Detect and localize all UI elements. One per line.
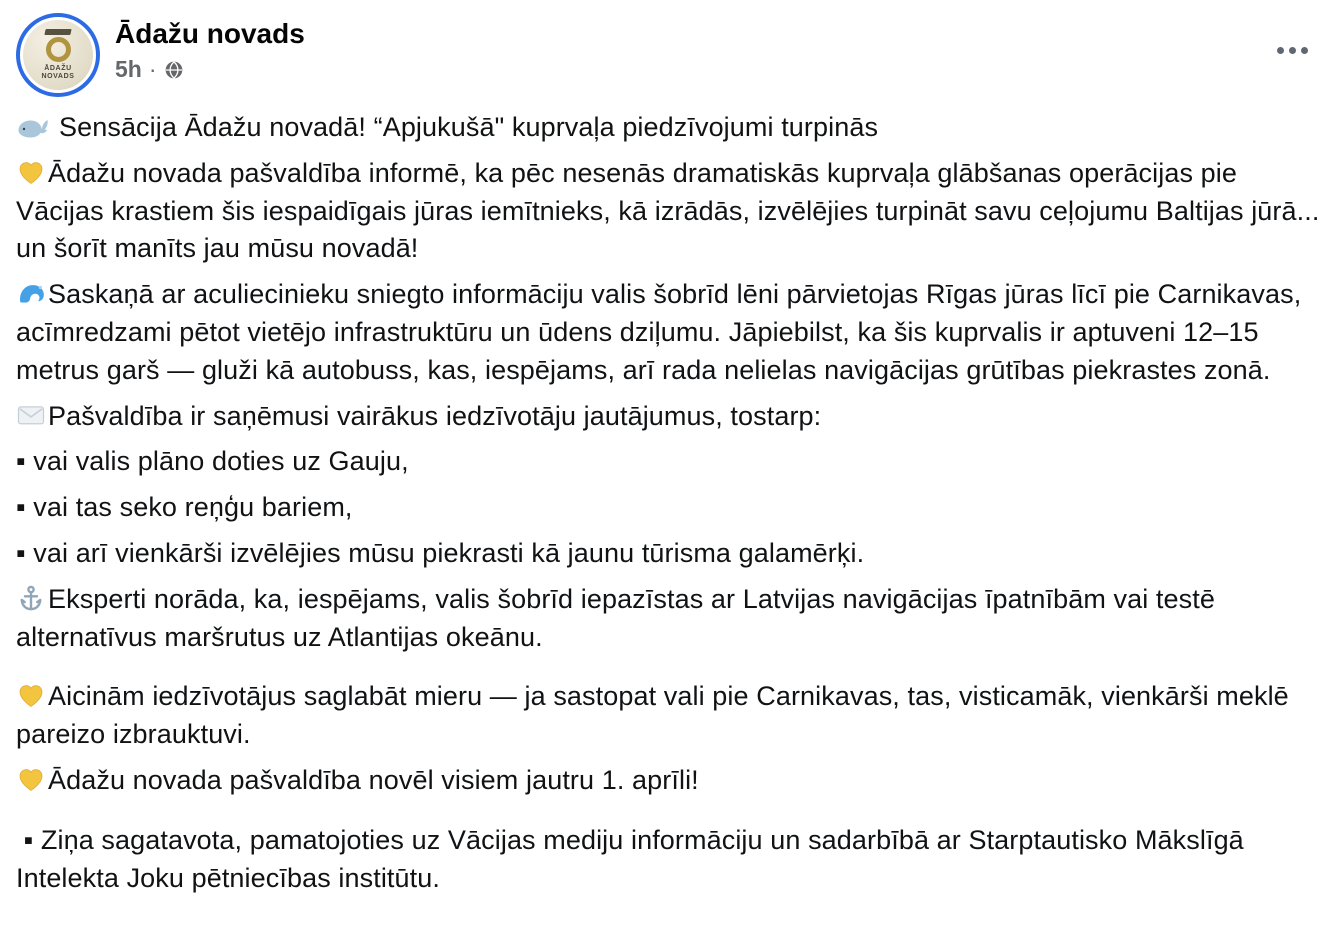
envelope-icon (16, 400, 46, 430)
logo-text-line2: NOVADS (41, 73, 75, 80)
bullet-text: ▪ vai arī vienkārši izvēlējies mūsu piekrasti kā jaunu tūrisma galamērķi. (16, 537, 865, 568)
yellow-heart-icon (16, 764, 46, 794)
post-paragraph (16, 581, 1328, 657)
yellow-heart-icon (16, 157, 46, 187)
paragraph-text: Saskaņā ar aculiecinieku sniegto informāciju valis šobrīd lēni pārvietojas Rīgas jūras līcī pie Carnikavas, acīmredzami pētot vietējo infrastruktūru un ūdens dziļumu. Jāpiebilst, ka šis kuprvalis ir aptuveni 12–15 metrus garš — gluži kā autobuss, kas, iespējams, arī rada nelielas navigācijas grūtības piekrastes zonā. (16, 279, 1309, 385)
bullet-text: ▪ vai valis plāno doties uz Gauju, (16, 446, 409, 477)
bullet-item (16, 535, 1328, 573)
post-paragraph (16, 762, 1328, 800)
logo-ring-shape (46, 37, 71, 62)
logo-flag-shape (44, 29, 71, 35)
yellow-heart-icon (16, 680, 46, 710)
post-paragraph (16, 398, 1328, 436)
post-body (16, 109, 1328, 897)
bullet-item (16, 489, 1328, 527)
more-options-button[interactable] (1271, 41, 1314, 60)
bullet-item (16, 443, 1328, 481)
menu-dot (1289, 47, 1296, 54)
logo-text-line1: ĀDAŽU (44, 64, 72, 72)
post-header (16, 13, 1328, 97)
post-paragraph (16, 276, 1328, 389)
paragraph-text: Ādažu novada pašvaldība informē, ka pēc nesenās dramatiskās kuprvaļa glābšanas operācijas pie Vācijas krastiem šis iespaidīgais jūras iemītnieks, kā izrādās, izvēlējies turpināt savu ceļojumu Baltijas jūrā... un šorīt manīts jau mūsu novadā! (16, 157, 1328, 264)
post-paragraph (16, 155, 1328, 268)
meta-separator: · (148, 56, 157, 83)
post-headline (16, 109, 1328, 147)
paragraph-text: Pašvaldība ir saņēmusi vairākus iedzīvotāju jautājumus, tostarp: (48, 400, 822, 431)
globe-public-icon (164, 60, 184, 80)
post-paragraph (16, 678, 1328, 754)
paragraph-text: Ādažu novada pašvaldība novēl visiem jautru 1. aprīli! (48, 764, 699, 795)
avatar[interactable] (16, 13, 100, 97)
page-name[interactable]: Ādažu novads (115, 18, 305, 49)
page-logo (23, 20, 93, 90)
headline-text: Sensācija Ādažu novadā! “Apjukušā" kuprvaļa piedzīvojumi turpinās (59, 112, 879, 142)
meta-row (115, 56, 305, 83)
whale-icon (16, 114, 50, 142)
paragraph-text: Aicinām iedzīvotājus saglabāt mieru — ja sastopat vali pie Carnikavas, tas, visticamāk, vienkārši meklē pareizo izbrauktuvi. (16, 681, 1297, 750)
header-meta (115, 13, 305, 83)
post-footnote (16, 822, 1328, 898)
anchor-icon (16, 583, 46, 613)
timestamp[interactable]: 5h (115, 56, 142, 83)
menu-dot (1301, 47, 1308, 54)
water-wave-icon (16, 278, 46, 308)
footnote-text: ▪ Ziņa sagatavota, pamatojoties uz Vācijas mediju informāciju un sadarbībā ar Starptautisko Mākslīgā Intelekta Joku pētniecības institūtu. (16, 824, 1252, 893)
menu-dot (1277, 47, 1284, 54)
paragraph-text: Eksperti norāda, ka, iespējams, valis šobrīd iepazīstas ar Latvijas navigācijas īpatnībām vai testē alternatīvus maršrutus uz Atlantijas okeānu. (16, 583, 1223, 652)
bullet-text: ▪ vai tas seko reņģu bariem, (16, 492, 353, 523)
